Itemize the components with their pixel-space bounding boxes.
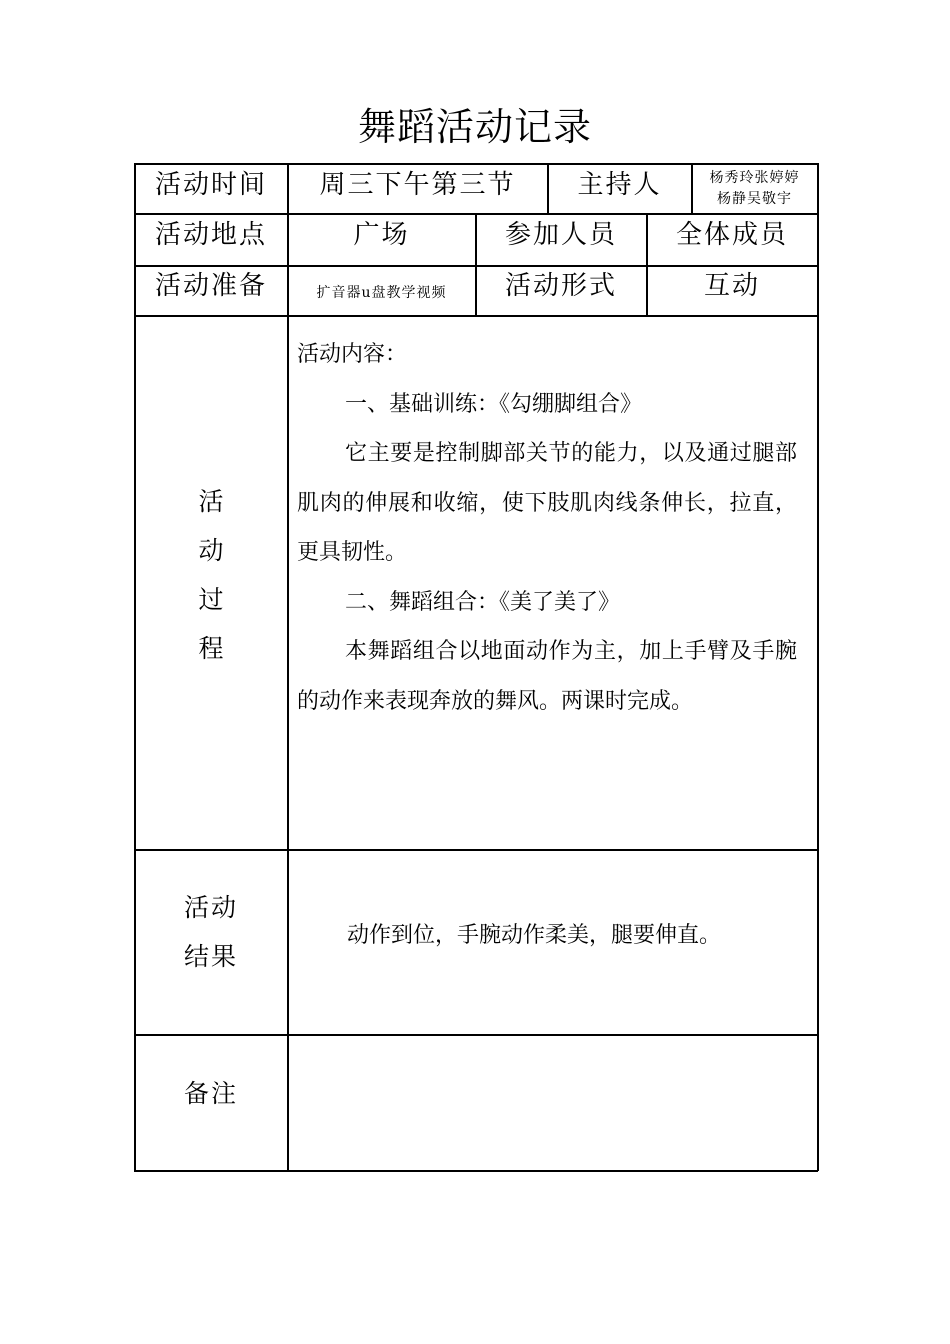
section-1-title: 一、基础训练：《勾绷脚组合》 [345,391,643,417]
process-label-char: 动 [198,536,224,565]
column-divider [287,163,289,1171]
place-value: 广场 [353,219,410,250]
prep-label: 活动准备 [154,270,267,301]
section-2-text: 本舞蹈组合以地面动作为主，加上手臂及手腕的动作来表现奔放的舞风。两课时完成。 [297,639,797,714]
form-value: 互动 [703,270,760,301]
form-label: 活动形式 [504,270,617,301]
result-text: 动作到位，手腕动作柔美，腿要伸直。 [347,923,722,948]
participants-value: 全体成员 [675,219,788,250]
host-label: 主持人 [577,169,662,200]
remarks-value [288,1035,817,1170]
table-border-right [817,163,819,1171]
page-title: 舞蹈活动记录 [357,105,592,149]
time-label: 活动时间 [154,169,267,200]
section-2-title: 二、舞蹈组合：《美了美了》 [345,589,621,615]
host-value [692,164,817,214]
process-label [135,475,287,675]
table-border-bottom [134,1170,818,1172]
row-divider [134,849,818,851]
result-label-line-1: 活动 [183,893,238,922]
participants-label: 参加人员 [504,219,617,250]
place-label: 活动地点 [154,219,267,250]
process-label-char: 过 [198,585,224,614]
time-value: 周三下午第三节 [319,169,516,200]
process-content [297,330,797,726]
remarks-label: 备注 [183,1079,238,1108]
host-line-2: 杨静吴敬宇 [717,191,792,207]
process-label-char: 活 [198,487,224,516]
result-label [135,882,287,982]
prep-value: 扩音器u盘教学视频 [316,285,447,301]
host-line-1: 杨秀玲张婷婷 [709,170,800,186]
process-label-char: 程 [198,634,224,663]
result-label-line-2: 结果 [183,942,238,971]
section-1-text: 它主要是控制脚部关节的能力，以及通过腿部肌肉的伸展和收缩，使下肢肌肉线条伸长，拉直，更具韧性。 [297,441,797,565]
content-heading: 活动内容： [297,342,408,367]
